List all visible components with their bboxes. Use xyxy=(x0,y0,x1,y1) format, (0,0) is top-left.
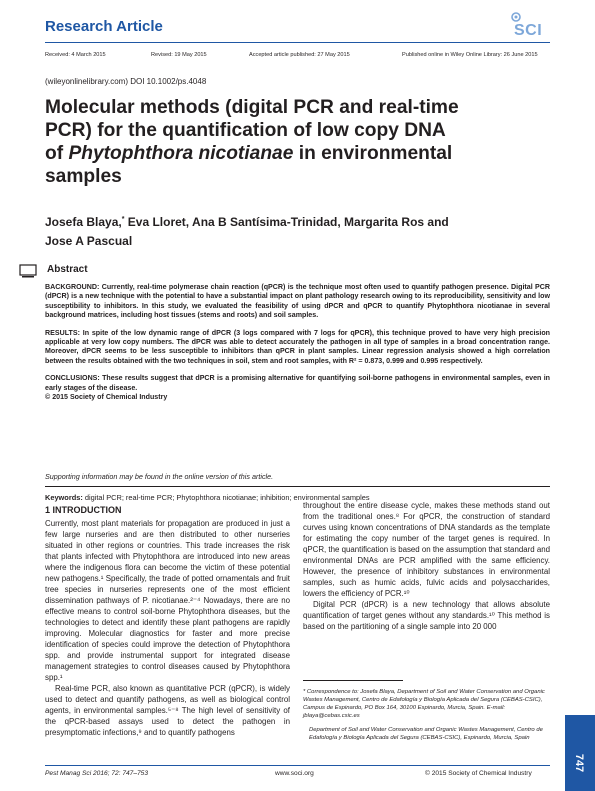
doi[interactable]: (wileyonlinelibrary.com) DOI 10.1002/ps.4048 xyxy=(45,77,207,86)
title-line: Molecular methods (digital PCR and real-time xyxy=(45,97,459,118)
paragraph: Real-time PCR, also known as quantitative PCR (qPCR), is widely used to detect and quantify pathogens, as well as biological control agents, in environmental samples.⁵⁻⁸ The high level of sensitivity of the qPCR-based assays used to detect the pathogen in presymptomatic infections,⁹ and to quantify pathogens xyxy=(45,684,290,737)
correspondence-mark: * xyxy=(121,216,125,223)
author-names: Jose A Pascual xyxy=(45,234,133,248)
author-name: Josefa Blaya, xyxy=(45,215,122,229)
journal-citation: Pest Manag Sci 2016; 72: 747–753 xyxy=(45,770,149,777)
section-label: Research Article xyxy=(45,18,163,35)
title-line: PCR) for the quantification of low copy DNA xyxy=(45,120,446,141)
abstract-heading: Abstract xyxy=(47,264,88,275)
monitor-icon xyxy=(19,264,37,278)
keywords: Keywords: digital PCR; real-time PCR; Phytophthora nicotianae; inhibition; environmental samples xyxy=(45,493,370,502)
left-column xyxy=(45,505,290,738)
correspondence-footnote xyxy=(303,688,550,742)
sci-logo-text: SCI xyxy=(514,22,543,39)
revised-date: Revised: 19 May 2015 xyxy=(151,52,207,58)
paragraph: throughout the entire disease cycle, makes these methods stand out from the traditional ones.⁸ For qPCR, the construction of standard curves using known concentrations of DNA standards as the template for estimating the copy number of the target genes is required. In qPCR, the quantification is based on the assumption that standard and environmental DNAs are PCR amplified with the same efficiency. However, the presence of inhibitory substances in environmental samples, such as humic acids, fulvic acids and polysaccharides, lowers the efficiency of PCR.¹⁰ xyxy=(303,501,550,598)
site-link[interactable]: www.soci.org xyxy=(275,770,314,777)
title-line: of Phytophthora nicotianae in environmental xyxy=(45,143,453,164)
header-rule xyxy=(45,42,550,43)
paragraph: Currently, most plant materials for propagation are produced in just a few large nurseries and are then distributed to other nurseries situated in other regions or countries. This trade increases the risk that plants infected with Phytophthora are introduced into new areas where the indigenous flora can become the victim of these potential new pathogens.¹ Specifically, the trade of potted ornamentals and fruit tree species in nurseries represents one of the most efficient dissemination pathways of P. nicotianae.²⁻⁴ Nowadays, there are no effective means to control soil-borne Phytophthora diseases, but the technologies to detect and identify these plant pathogens are rapidly improving. Molecular diagnostics for faster and more precise identification of species could improve the detection of Phytophthora spp. and provide instrumental support for integrated disease management strategies to control diseases caused by Phytophthora spp.¹ xyxy=(45,519,290,682)
footer-rule xyxy=(45,765,550,766)
page-number: 747 xyxy=(573,753,586,773)
footer-copyright: © 2015 Society of Chemical Industry xyxy=(425,770,532,777)
right-column xyxy=(303,500,550,632)
abstract-results: RESULTS: In spite of the low dynamic range of dPCR (3 logs compared with 7 logs for qPCR), this technique proved to have very high precision applicable at very low copy numbers. The dPCR was able to detect accurately the pathogen in all type of samples in a broad concentration range. Moreover, dPCR seems to be less susceptible to inhibitors than qPCR in plant samples. Linear regression analysis showed a high correlation between the results obtained with the two techniques in soil, stem and root samples, with R² = 0.873, 0.999 and 0.995 respectively. xyxy=(45,328,550,365)
author-names: Eva Lloret, Ana B Santísima-Trinidad, Margarita Ros and xyxy=(124,215,449,229)
abstract-body xyxy=(45,283,550,410)
received-date: Received: 4 March 2015 xyxy=(45,52,106,58)
abstract-conclusions: CONCLUSIONS: These results suggest that dPCR is a promising alternative for quantifying soil-borne pathogens in environmental samples, even in early stages of the disease. xyxy=(45,374,550,392)
affiliation-text: Department of Soil and Water Conservation and Organic Wastes Management, Centro de Edafología y Biología Aplicada del Segura (CEBAS-CSIC), Espinardo, Murcia, Spain xyxy=(309,727,543,741)
accepted-date: Accepted article published: 27 May 2015 xyxy=(249,52,350,58)
article-title xyxy=(45,96,550,188)
divider xyxy=(45,486,550,487)
supporting-info-note: Supporting information may be found in the online version of this article. xyxy=(45,472,274,481)
paragraph: Digital PCR (dPCR) is a new technology that allows absolute quantification of target genes without any standards.¹⁰ This method is based on the partitioning of a single sample into 20 000 xyxy=(303,600,550,631)
section-heading: 1 INTRODUCTION xyxy=(45,505,122,515)
page-number-tab xyxy=(565,715,595,791)
abstract-background: BACKGROUND: Currently, real-time polymerase chain reaction (qPCR) is the technique most often used to quantify pathogen presence. Digital PCR (dPCR) is a new technique with the potential to have a substantial impact on plant pathology research owing to its reproducibility, sensitivity and low susceptibility to inhibitors. In this study, we evaluated the feasibility of using dPCR and qPCR to quantify Phytophthora nicotianae in several background matrices, including host tissues (stems and roots) and soil samples. xyxy=(45,283,550,320)
correspondence-text: * Correspondence to: Josefa Blaya, Department of Soil and Water Conservation and Organic Wastes Management, Centro de Edafología y Biología Aplicada del Segura (CEBAS-CSIC), Campus de Espinardo, PO Box 164, 30100 Espinardo, Murcia, Spain. E-mail: jblaya@cebas.csic.es xyxy=(303,689,545,719)
author-list xyxy=(45,210,550,251)
title-line: samples xyxy=(45,166,122,187)
abstract-copyright: © 2015 Society of Chemical Industry xyxy=(45,393,168,402)
published-date: Published online in Wiley Online Library: 26 June 2015 xyxy=(402,52,538,58)
footnote-rule xyxy=(303,680,403,681)
